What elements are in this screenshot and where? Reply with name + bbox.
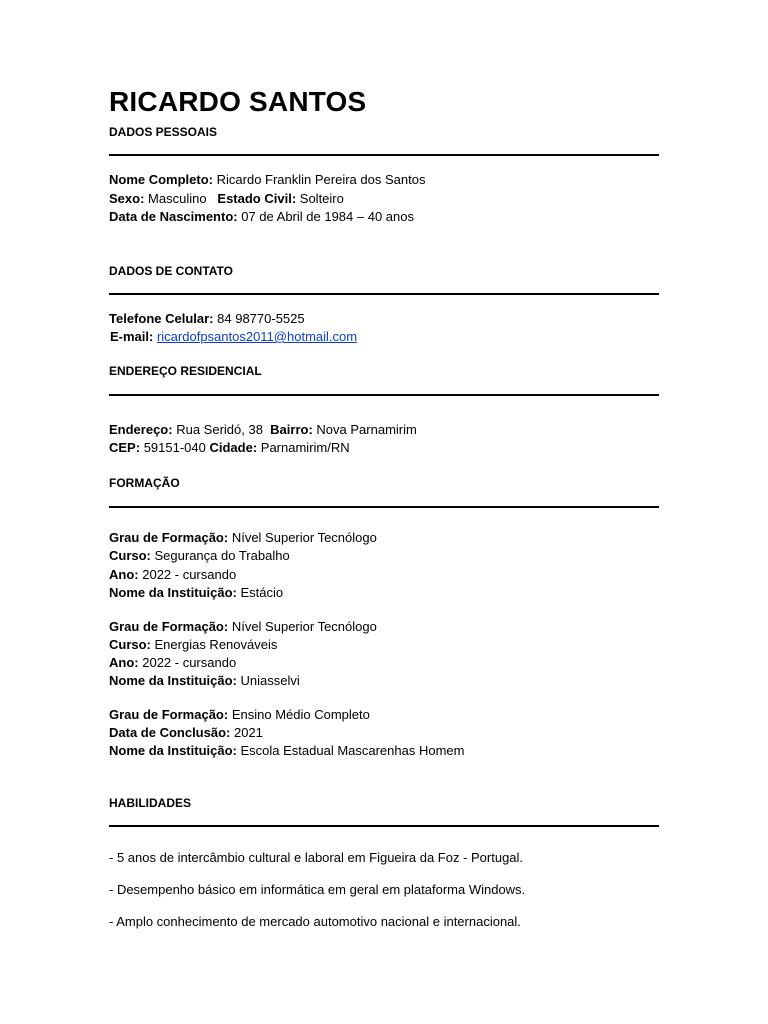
- field-label: Data de Conclusão:: [109, 725, 231, 740]
- section-heading-skills: HABILIDADES: [109, 796, 192, 810]
- field-label: Nome da Instituição:: [109, 585, 237, 600]
- education-degree-row: [109, 529, 377, 547]
- field-label: CEP:: [109, 440, 141, 455]
- field-value: 2021: [233, 725, 263, 740]
- skill-item: - 5 anos de intercâmbio cultural e laboral em Figueira da Foz - Portugal.: [109, 850, 524, 865]
- street-row: [109, 421, 417, 439]
- field-label: Sexo:: [109, 191, 145, 206]
- education-institution-row: [109, 584, 283, 602]
- field-value: Solteiro: [299, 191, 344, 206]
- field-value: Ricardo Franklin Pereira dos Santos: [216, 172, 426, 187]
- field-value: 2022 - cursando: [142, 655, 237, 670]
- sex-civil-row: [109, 190, 344, 208]
- field-value: Ensino Médio Completo: [231, 707, 370, 722]
- field-value: Estácio: [240, 585, 284, 600]
- field-value: 84 98770-5525: [217, 311, 305, 326]
- field-value: 07 de Abril de 1984 – 40 anos: [241, 209, 414, 224]
- field-label: Nome da Instituição:: [109, 673, 237, 688]
- field-label: Bairro:: [270, 422, 313, 437]
- field-label: Telefone Celular:: [109, 311, 214, 326]
- field-label: Grau de Formação:: [109, 619, 229, 634]
- section-heading-address: ENDEREÇO RESIDENCIAL: [109, 364, 262, 378]
- field-label: E-mail:: [110, 329, 154, 344]
- field-value: Escola Estadual Mascarenhas Homem: [240, 743, 465, 758]
- field-label: Grau de Formação:: [109, 707, 229, 722]
- field-label: Curso:: [109, 548, 151, 563]
- field-label: Nome da Instituição:: [109, 743, 237, 758]
- divider: [109, 293, 659, 295]
- education-institution-row: [109, 742, 464, 760]
- field-value: Nível Superior Tecnólogo: [231, 619, 377, 634]
- field-label: Cidade:: [209, 440, 258, 455]
- email-link[interactable]: ricardofpsantos2011@hotmail.com: [156, 329, 358, 344]
- field-value: Uniasselvi: [240, 673, 300, 688]
- field-value: Parnamirim/RN: [260, 440, 350, 455]
- education-degree-row: [109, 618, 377, 636]
- field-label: Estado Civil:: [217, 191, 297, 206]
- field-label: Endereço:: [109, 422, 173, 437]
- field-label: Curso:: [109, 637, 151, 652]
- field-value: Masculino: [148, 191, 207, 206]
- skill-item: - Desempenho básico em informática em geral em plataforma Windows.: [109, 882, 526, 897]
- cep-city-row: [109, 439, 350, 457]
- education-year-row: [109, 566, 236, 584]
- divider: [109, 825, 659, 827]
- section-heading-contact: DADOS DE CONTATO: [109, 264, 234, 278]
- page-title: RICARDO SANTOS: [109, 86, 367, 117]
- education-course-row: [109, 636, 277, 654]
- field-label: Grau de Formação:: [109, 530, 229, 545]
- phone-row: [109, 310, 305, 328]
- field-label: Data de Nascimento:: [109, 209, 238, 224]
- education-institution-row: [109, 672, 300, 690]
- field-value: Nível Superior Tecnólogo: [231, 530, 377, 545]
- education-course-row: [109, 547, 290, 565]
- divider: [109, 394, 659, 396]
- email-row: [110, 328, 357, 346]
- section-heading-personal: DADOS PESSOAIS: [109, 125, 218, 139]
- full-name-row: [109, 171, 425, 189]
- field-label: Ano:: [109, 655, 139, 670]
- field-value: Energias Renováveis: [154, 637, 278, 652]
- education-degree-row: [109, 706, 370, 724]
- field-value: 2022 - cursando: [142, 567, 237, 582]
- field-value: Segurança do Trabalho: [154, 548, 290, 563]
- field-value: 59151-040: [143, 440, 206, 455]
- education-year-row: [109, 654, 236, 672]
- divider: [109, 506, 659, 508]
- education-completion-row: [109, 724, 263, 742]
- skill-item: - Amplo conhecimento de mercado automotivo nacional e internacional.: [109, 914, 521, 929]
- section-heading-education: FORMAÇÃO: [109, 476, 180, 490]
- field-label: Nome Completo:: [109, 172, 213, 187]
- field-value: Nova Parnamirim: [316, 422, 417, 437]
- field-label: Ano:: [109, 567, 139, 582]
- birth-row: [109, 208, 414, 226]
- field-value: Rua Seridó, 38: [176, 422, 263, 437]
- divider: [109, 154, 659, 156]
